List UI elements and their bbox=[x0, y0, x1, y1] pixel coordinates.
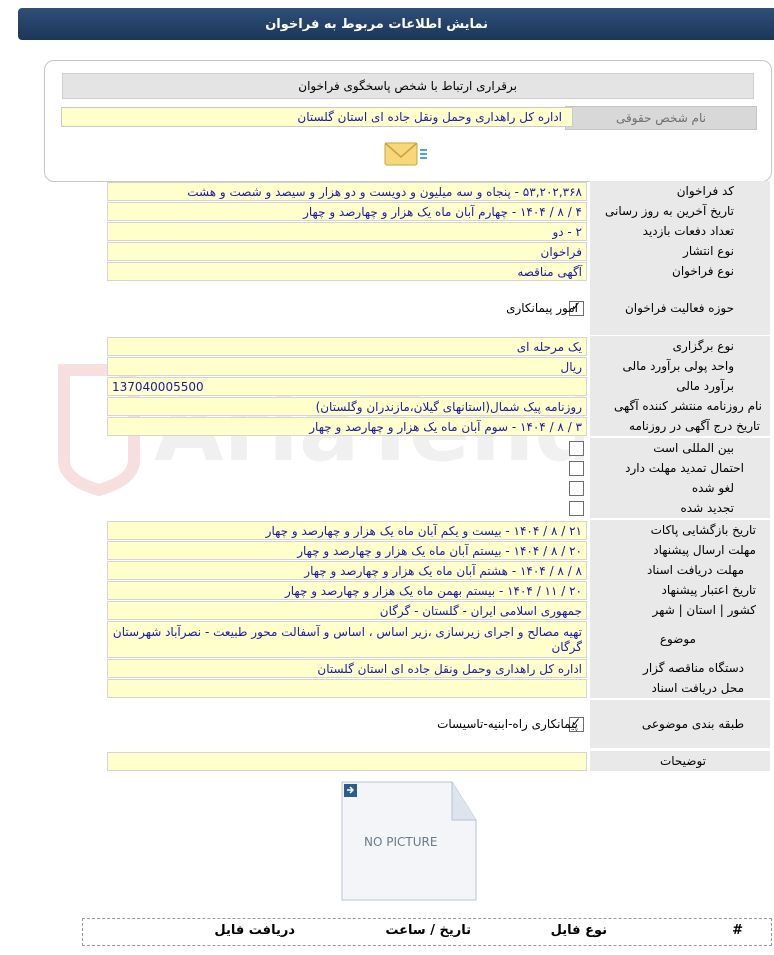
opening-date-label: تاریخ بازگشایی پاکات bbox=[650, 523, 756, 537]
validity-value: ۲۰ / ۱۱ / ۱۴۰۴ - بیستم بهمن ماه یک هزار و چهارصد و چهار bbox=[284, 583, 582, 598]
row-category bbox=[107, 700, 770, 748]
row-call-type bbox=[107, 261, 770, 281]
contact-title: برقراری ارتباط با شخص پاسخگوی فراخوان bbox=[298, 79, 517, 93]
category-value: پیمانکاری راه-ابنیه-تاسیسات bbox=[437, 717, 578, 731]
doc-deadline-value: ۸ / ۸ / ۱۴۰۴ - هشتم آبان ماه یک هزار و چهارصد و چهار bbox=[304, 563, 582, 578]
activity-value: امور پیمانکاری bbox=[506, 301, 578, 315]
legal-person-label: نام شخص حقوقی bbox=[565, 106, 757, 130]
page-header bbox=[18, 8, 774, 40]
call-type-value: آگهی مناقصه bbox=[517, 264, 582, 279]
notes-label: توضیحات bbox=[659, 754, 706, 768]
legal-person-value: اداره کل راهداری وحمل ونقل جاده ای استان گلستان bbox=[61, 107, 573, 127]
page-title: نمایش اطلاعات مربوط به فراخوان bbox=[265, 17, 488, 32]
currency-value: ریال bbox=[560, 359, 582, 374]
submit-deadline-value: ۲۰ / ۸ / ۱۴۰۴ - بیستم آبان ماه یک هزار و چهارصد و چهار bbox=[297, 543, 582, 558]
row-subject bbox=[107, 620, 770, 658]
opening-date-value: ۲۱ / ۸ / ۱۴۰۴ - بیست و یکم آبان ماه یک هزار و چهارصد و چهار bbox=[265, 523, 582, 538]
international-checkbox[interactable] bbox=[569, 441, 584, 456]
contact-panel bbox=[44, 60, 772, 182]
holding-type-label: نوع برگزاری bbox=[672, 339, 734, 353]
row-location bbox=[107, 600, 770, 620]
organizer-label: دستگاه مناقصه گزار bbox=[643, 661, 744, 675]
row-submit-deadline bbox=[107, 540, 770, 560]
currency-label: واحد پولی برآورد مالی bbox=[622, 359, 734, 373]
call-type-label: نوع فراخوان bbox=[672, 264, 734, 278]
international-label: بین المللی است bbox=[653, 441, 734, 455]
newspaper-label: نام روزنامه منتشر کننده آگهی bbox=[613, 399, 762, 413]
row-validity bbox=[107, 580, 770, 600]
validity-label: تاریخ اعتبار پیشنهاد bbox=[661, 583, 756, 597]
code-value: ۵۳,۲۰۲,۳۶۸ - پنجاه و سه میلیون و دویست و دو هزار و سیصد و شصت و هشت bbox=[187, 184, 582, 199]
row-visits bbox=[107, 221, 770, 241]
row-estimate bbox=[107, 376, 770, 396]
row-newspaper bbox=[107, 396, 770, 416]
row-opening-date bbox=[107, 520, 770, 540]
row-newspaper-date bbox=[107, 416, 770, 436]
files-col-download: دریافت فایل bbox=[214, 923, 295, 938]
doc-deadline-label: مهلت دریافت اسناد bbox=[646, 563, 744, 577]
row-international bbox=[107, 438, 770, 458]
no-picture-image bbox=[340, 780, 478, 902]
visits-value: ۲ - دو bbox=[552, 224, 582, 239]
files-table-header bbox=[82, 918, 772, 946]
newspaper-value: روزنامه پیک شمال(استانهای گیلان،مازندران وگلستان) bbox=[315, 399, 582, 414]
cancelled-label: لغو شده bbox=[691, 481, 734, 495]
doc-place-label: محل دریافت اسناد bbox=[651, 681, 744, 695]
no-picture-text: NO PICTURE bbox=[364, 835, 438, 849]
code-label: کد فراخوان bbox=[676, 184, 734, 198]
publish-type-value: فراخوان bbox=[540, 244, 582, 259]
holding-type-value: یک مرحله ای bbox=[516, 339, 582, 354]
row-cancelled bbox=[107, 478, 770, 498]
newspaper-date-label: تاریخ درج آگهی در روزنامه bbox=[629, 419, 760, 433]
organizer-value: اداره کل راهداری وحمل ونقل جاده ای استان گلستان bbox=[317, 661, 582, 676]
extension-label: احتمال تمدید مهلت دارد bbox=[625, 461, 744, 475]
subject-value: تهیه مصالح و اجرای زیرسازی ،زیر اساس ، اساس و آسفالت محور طبیعت - نصرآباد شهرستان گرگان bbox=[112, 624, 582, 654]
cancelled-checkbox[interactable] bbox=[569, 481, 584, 496]
row-currency bbox=[107, 356, 770, 376]
location-value: جمهوری اسلامی ایران - گلستان - گرگان bbox=[379, 603, 582, 618]
last-update-value: ۴ / ۸ / ۱۴۰۴ - چهارم آبان ماه یک هزار و چهارصد و چهار bbox=[303, 204, 582, 219]
activity-label: حوزه فعالیت فراخوان bbox=[624, 301, 734, 315]
visits-label: تعداد دفعات بازدید bbox=[642, 224, 734, 238]
files-col-num: # bbox=[732, 923, 743, 938]
files-col-type: نوع فایل bbox=[550, 923, 607, 938]
subject-label: موضوع bbox=[659, 632, 696, 646]
row-doc-place bbox=[107, 678, 770, 698]
publish-type-label: نوع انتشار bbox=[683, 244, 734, 258]
row-notes bbox=[107, 751, 770, 771]
row-publish-type bbox=[107, 241, 770, 261]
row-renewed bbox=[107, 498, 770, 518]
mail-icon[interactable] bbox=[383, 137, 429, 171]
row-activity bbox=[107, 281, 770, 335]
row-code bbox=[107, 181, 770, 201]
estimate-label: برآورد مالی bbox=[676, 379, 734, 393]
last-update-label: تاریخ آخرین به روز رسانی bbox=[605, 204, 734, 218]
newspaper-date-value: ۳ / ۸ / ۱۴۰۴ - سوم آبان ماه یک هزار و چهارصد و چهار bbox=[309, 419, 582, 434]
contact-title-bar bbox=[62, 73, 754, 99]
location-label: کشور | استان | شهر bbox=[652, 603, 756, 617]
estimate-value: 137040005500 bbox=[112, 379, 204, 394]
row-organizer bbox=[107, 658, 770, 678]
files-col-date: تاریخ / ساعت bbox=[385, 923, 471, 938]
row-extension bbox=[107, 458, 770, 478]
renewed-checkbox[interactable] bbox=[569, 501, 584, 516]
row-last-update bbox=[107, 201, 770, 221]
submit-deadline-label: مهلت ارسال پیشنهاد bbox=[653, 543, 756, 557]
row-doc-deadline bbox=[107, 560, 770, 580]
row-holding-type bbox=[107, 336, 770, 356]
extension-checkbox[interactable] bbox=[569, 461, 584, 476]
category-label: طبقه بندی موضوعی bbox=[641, 717, 744, 731]
renewed-label: تجدید شده bbox=[680, 501, 734, 515]
